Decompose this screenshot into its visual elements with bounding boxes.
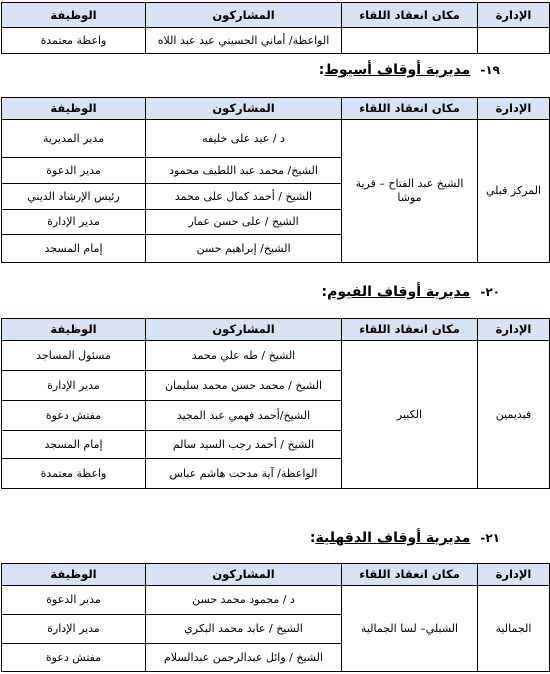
cell-participant: الشيخ / على حسن عمار — [146, 210, 342, 235]
section-number: ٢٠- — [480, 285, 500, 299]
cell-job: مدير الإدارة — [2, 210, 146, 235]
cell-admin: فيديمين — [478, 341, 550, 489]
cell-job: إمام المسجد — [2, 431, 146, 459]
cell-job: مدير الدعوة — [2, 158, 146, 184]
section-suffix: : — [321, 284, 328, 300]
header-job: الوظيفة — [2, 98, 146, 120]
cell-job: مدير المديرية — [2, 120, 146, 158]
cell-participant: الشيخ/أحمد فهمي عبد المجيد — [146, 401, 342, 431]
header-job: الوظيفة — [2, 319, 146, 341]
cell-job: رئيس الإرشاد الديني — [2, 184, 146, 210]
header-participants: المشاركون — [146, 319, 342, 341]
section-heading-19 — [319, 62, 500, 78]
section-suffix: : — [309, 530, 316, 546]
cell-participant: الشيخ/ إبراهيم حسن — [146, 235, 342, 263]
section-title: مديرية أوقاف أسيوط — [324, 62, 471, 78]
table-header-row — [2, 564, 550, 586]
header-place: مكان انعقاد اللقاء — [342, 3, 478, 28]
section-heading-21 — [310, 530, 500, 546]
table-row — [2, 586, 550, 615]
cell-place: الشبلي– لسا الجمالية — [342, 586, 478, 672]
cell-admin: الجمالية — [478, 586, 550, 672]
cell-participant: الشيخ / طه علي محمد — [146, 341, 342, 371]
table-dakahlia — [1, 563, 550, 672]
header-admin: الإدارة — [478, 319, 550, 341]
header-job: الوظيفة — [2, 3, 146, 28]
header-place: مكان انعقاد اللقاء — [342, 319, 478, 341]
header-job: الوظيفة — [2, 564, 146, 586]
cell-participant: د / محمود محمد حسن — [146, 586, 342, 615]
cell-place: الكبير — [342, 341, 478, 489]
cell-participant: الشيخ / محمد حسن محمد سليمان — [146, 371, 342, 401]
header-admin: الإدارة — [478, 564, 550, 586]
cell-job: مفتش دعوة — [2, 644, 146, 672]
cell-participant: الشيخ / أحمد كمال على محمد — [146, 184, 342, 210]
cell-participant: الشيخ / عابد محمد البكري — [146, 615, 342, 644]
table-row — [2, 120, 550, 158]
section-heading-20 — [321, 284, 500, 300]
header-admin: الإدارة — [478, 3, 550, 28]
cell-job: واعظة معتمدة — [2, 28, 146, 54]
header-place: مكان انعقاد اللقاء — [342, 98, 478, 120]
cell-admin — [478, 28, 550, 54]
header-admin: الإدارة — [478, 98, 550, 120]
table-header-row — [2, 319, 550, 341]
header-participants: المشاركون — [146, 564, 342, 586]
cell-job: إمام المسجد — [2, 235, 146, 263]
cell-job: مفتش دعوة — [2, 401, 146, 431]
cell-place — [342, 28, 478, 54]
cell-job: مدير الدعوة — [2, 586, 146, 615]
table-fayoum — [1, 318, 550, 489]
table-header-row — [2, 3, 550, 28]
cell-job: واعظة معتمدة — [2, 459, 146, 489]
header-participants: المشاركون — [146, 98, 342, 120]
cell-participant: الشيخ/ محمد عبد اللطيف محمود — [146, 158, 342, 184]
section-suffix: : — [318, 62, 325, 78]
cell-job: مدير الإدارة — [2, 615, 146, 644]
cell-participant: الواعظة/ آية مدحت هاشم عباس — [146, 459, 342, 489]
table-continuation — [1, 2, 550, 54]
cell-place: الشيخ عبد الفتاح – قرية موشا — [342, 120, 478, 263]
table-header-row — [2, 98, 550, 120]
section-title: مديرية أوقاف الفيوم — [327, 284, 471, 300]
cell-participant: الواعظة/ أماني الحسيني عيد عبد اللاه — [146, 28, 342, 54]
cell-job: مسئول المساجد — [2, 341, 146, 371]
section-title: مديرية أوقاف الدقهلية — [315, 530, 471, 546]
cell-admin: المركز قبلي — [478, 120, 550, 263]
table-assiut — [1, 97, 550, 263]
cell-participant: الشيخ / أحمد رجب السيد سالم — [146, 431, 342, 459]
section-number: ٢١- — [480, 531, 500, 545]
section-number: ١٩- — [480, 63, 500, 77]
table-row — [2, 28, 550, 54]
cell-participant: الشيخ / وائل عبدالرحمن عبدالسلام — [146, 644, 342, 672]
table-row — [2, 341, 550, 371]
header-place: مكان انعقاد اللقاء — [342, 564, 478, 586]
header-participants: المشاركون — [146, 3, 342, 28]
cell-job: مدير الإدارة — [2, 371, 146, 401]
cell-participant: د / عيد على خليفه — [146, 120, 342, 158]
